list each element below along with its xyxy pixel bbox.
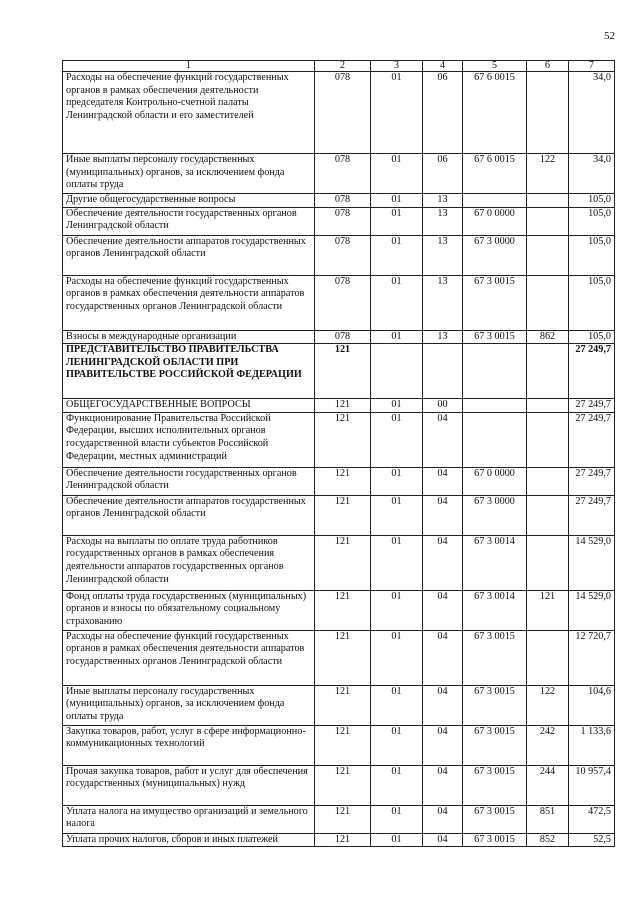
column-header-6: 6 — [527, 61, 569, 72]
target-article-code: 67 3 0015 — [463, 725, 527, 765]
subsection-code: 04 — [423, 495, 463, 535]
table-row — [63, 467, 615, 495]
target-article-code: 67 3 0000 — [463, 235, 527, 275]
table-row — [63, 72, 615, 154]
subsection-code: 04 — [423, 535, 463, 590]
expense-type-code: 122 — [527, 685, 569, 725]
ministry-code: 121 — [315, 685, 371, 725]
row-name: Обеспечение деятельности аппаратов государственных органов Ленинградской области — [63, 235, 315, 275]
amount: 27 249,7 — [569, 399, 615, 413]
table-row — [63, 685, 615, 725]
section-code: 01 — [371, 467, 423, 495]
section-code — [371, 344, 423, 399]
target-article-code — [463, 344, 527, 399]
target-article-code — [463, 194, 527, 208]
row-name: Обеспечение деятельности государственных органов Ленинградской области — [63, 467, 315, 495]
row-name: Закупка товаров, работ, услуг в сфере информационно-коммуникационных технологий — [63, 725, 315, 765]
ministry-code: 078 — [315, 207, 371, 235]
amount: 27 249,7 — [569, 412, 615, 467]
ministry-code: 078 — [315, 235, 371, 275]
ministry-code: 121 — [315, 833, 371, 847]
row-name: Расходы на обеспечение функций государственных органов в рамках обеспечения деятельности аппаратов государственных органов Ленинградской области — [63, 630, 315, 685]
row-name: ПРЕДСТАВИТЕЛЬСТВО ПРАВИТЕЛЬСТВА ЛЕНИНГРАДСКОЙ ОБЛАСТИ ПРИ ПРАВИТЕЛЬСТВЕ РОССИЙСКОЙ ФЕДЕРАЦИИ — [63, 344, 315, 399]
subsection-code: 04 — [423, 725, 463, 765]
target-article-code: 67 3 0015 — [463, 805, 527, 833]
ministry-code: 121 — [315, 399, 371, 413]
subsection-code: 04 — [423, 630, 463, 685]
column-header-2: 2 — [315, 61, 371, 72]
row-name: Прочая закупка товаров, работ и услуг для обеспечения государственных (муниципальных) нужд — [63, 765, 315, 805]
subsection-code: 13 — [423, 235, 463, 275]
table-row — [63, 725, 615, 765]
ministry-code: 121 — [315, 590, 371, 630]
amount: 14 529,0 — [569, 535, 615, 590]
section-code: 01 — [371, 495, 423, 535]
target-article-code: 67 0 0000 — [463, 467, 527, 495]
subsection-code: 04 — [423, 412, 463, 467]
table-row — [63, 330, 615, 344]
amount: 105,0 — [569, 275, 615, 330]
section-code: 01 — [371, 207, 423, 235]
section-code: 01 — [371, 235, 423, 275]
row-name: Взносы в международные организации — [63, 330, 315, 344]
column-number-row — [63, 61, 615, 72]
target-article-code: 67 6 0015 — [463, 72, 527, 154]
target-article-code: 67 3 0015 — [463, 275, 527, 330]
target-article-code: 67 3 0015 — [463, 330, 527, 344]
target-article-code — [463, 412, 527, 467]
amount: 52,5 — [569, 833, 615, 847]
table-row — [63, 275, 615, 330]
subsection-code — [423, 344, 463, 399]
ministry-code: 121 — [315, 344, 371, 399]
amount: 27 249,7 — [569, 467, 615, 495]
ministry-code: 121 — [315, 765, 371, 805]
budget-table — [62, 60, 615, 847]
row-name: Расходы на обеспечение функций государственных органов в рамках обеспечения деятельности председателя Контрольно-счетной палаты Ленинградской области и его заместителей — [63, 72, 315, 154]
ministry-code: 121 — [315, 412, 371, 467]
expense-type-code: 242 — [527, 725, 569, 765]
amount: 34,0 — [569, 72, 615, 154]
column-header-1: 1 — [63, 61, 315, 72]
row-name: Расходы на выплаты по оплате труда работников государственных органов в рамках обеспечения деятельности аппаратов государственных органов Ленинградской области — [63, 535, 315, 590]
subsection-code: 06 — [423, 154, 463, 194]
expense-type-code — [527, 344, 569, 399]
row-name: Иные выплаты персоналу государственных (муниципальных) органов, за исключением фонда оплаты труда — [63, 685, 315, 725]
section-code: 01 — [371, 399, 423, 413]
section-code: 01 — [371, 412, 423, 467]
subsection-code: 13 — [423, 275, 463, 330]
target-article-code: 67 3 0014 — [463, 590, 527, 630]
section-code: 01 — [371, 275, 423, 330]
table-row — [63, 805, 615, 833]
ministry-code: 078 — [315, 154, 371, 194]
table-row — [63, 344, 615, 399]
table-row — [63, 495, 615, 535]
amount: 105,0 — [569, 330, 615, 344]
target-article-code — [463, 399, 527, 413]
table-row — [63, 235, 615, 275]
table-row — [63, 194, 615, 208]
subsection-code: 13 — [423, 207, 463, 235]
target-article-code: 67 3 0000 — [463, 495, 527, 535]
amount: 105,0 — [569, 235, 615, 275]
amount: 12 720,7 — [569, 630, 615, 685]
row-name: Обеспечение деятельности государственных органов Ленинградской области — [63, 207, 315, 235]
section-code: 01 — [371, 805, 423, 833]
section-code: 01 — [371, 590, 423, 630]
subsection-code: 06 — [423, 72, 463, 154]
table-row — [63, 535, 615, 590]
table-row — [63, 399, 615, 413]
subsection-code: 04 — [423, 685, 463, 725]
amount: 27 249,7 — [569, 344, 615, 399]
section-code: 01 — [371, 765, 423, 805]
expense-type-code: 122 — [527, 154, 569, 194]
ministry-code: 078 — [315, 72, 371, 154]
expense-type-code — [527, 194, 569, 208]
ministry-code: 121 — [315, 805, 371, 833]
section-code: 01 — [371, 685, 423, 725]
expense-type-code — [527, 467, 569, 495]
subsection-code: 04 — [423, 805, 463, 833]
ministry-code: 121 — [315, 467, 371, 495]
amount: 10 957,4 — [569, 765, 615, 805]
subsection-code: 00 — [423, 399, 463, 413]
expense-type-code: 851 — [527, 805, 569, 833]
expense-type-code — [527, 72, 569, 154]
expense-type-code — [527, 535, 569, 590]
expense-type-code: 862 — [527, 330, 569, 344]
expense-type-code: 244 — [527, 765, 569, 805]
expense-type-code: 121 — [527, 590, 569, 630]
page-number: 52 — [604, 30, 615, 42]
amount: 472,5 — [569, 805, 615, 833]
section-code: 01 — [371, 630, 423, 685]
section-code: 01 — [371, 535, 423, 590]
column-header-5: 5 — [463, 61, 527, 72]
target-article-code: 67 0 0000 — [463, 207, 527, 235]
section-code: 01 — [371, 72, 423, 154]
subsection-code: 04 — [423, 833, 463, 847]
target-article-code: 67 3 0014 — [463, 535, 527, 590]
column-header-4: 4 — [423, 61, 463, 72]
table-body — [63, 72, 615, 847]
subsection-code: 04 — [423, 467, 463, 495]
expense-type-code — [527, 235, 569, 275]
row-name: Обеспечение деятельности аппаратов государственных органов Ленинградской области — [63, 495, 315, 535]
expense-type-code — [527, 207, 569, 235]
expense-type-code: 852 — [527, 833, 569, 847]
row-name: Уплата прочих налогов, сборов и иных платежей — [63, 833, 315, 847]
amount: 105,0 — [569, 207, 615, 235]
row-name: Фонд оплаты труда государственных (муниципальных) органов и взносы по обязательному социальному страхованию — [63, 590, 315, 630]
target-article-code: 67 3 0015 — [463, 630, 527, 685]
ministry-code: 121 — [315, 535, 371, 590]
column-header-7: 7 — [569, 61, 615, 72]
ministry-code: 078 — [315, 330, 371, 344]
amount: 105,0 — [569, 194, 615, 208]
row-name: Расходы на обеспечение функций государственных органов в рамках обеспечения деятельности аппаратов государственных органов Ленинградской области — [63, 275, 315, 330]
target-article-code: 67 3 0015 — [463, 765, 527, 805]
target-article-code: 67 3 0015 — [463, 685, 527, 725]
ministry-code: 121 — [315, 495, 371, 535]
expense-type-code — [527, 412, 569, 467]
row-name: ОБЩЕГОСУДАРСТВЕННЫЕ ВОПРОСЫ — [63, 399, 315, 413]
section-code: 01 — [371, 154, 423, 194]
ministry-code: 078 — [315, 275, 371, 330]
section-code: 01 — [371, 330, 423, 344]
table-row — [63, 765, 615, 805]
table-row — [63, 154, 615, 194]
section-code: 01 — [371, 725, 423, 765]
section-code: 01 — [371, 833, 423, 847]
amount: 34,0 — [569, 154, 615, 194]
row-name: Иные выплаты персоналу государственных (муниципальных) органов, за исключением фонда оплаты труда — [63, 154, 315, 194]
table-row — [63, 833, 615, 847]
table-row — [63, 590, 615, 630]
ministry-code: 121 — [315, 725, 371, 765]
table-row — [63, 630, 615, 685]
subsection-code: 04 — [423, 765, 463, 805]
row-name: Другие общегосударственные вопросы — [63, 194, 315, 208]
amount: 104,6 — [569, 685, 615, 725]
ministry-code: 121 — [315, 630, 371, 685]
expense-type-code — [527, 495, 569, 535]
subsection-code: 04 — [423, 590, 463, 630]
amount: 27 249,7 — [569, 495, 615, 535]
section-code: 01 — [371, 194, 423, 208]
expense-type-code — [527, 275, 569, 330]
row-name: Уплата налога на имущество организаций и земельного налога — [63, 805, 315, 833]
table-row — [63, 207, 615, 235]
table-row — [63, 412, 615, 467]
expense-type-code — [527, 630, 569, 685]
target-article-code: 67 6 0015 — [463, 154, 527, 194]
expense-type-code — [527, 399, 569, 413]
amount: 1 133,6 — [569, 725, 615, 765]
row-name: Функционирование Правительства Российской Федерации, высших исполнительных органов государственной власти субъектов Российской Федерации, местных администраций — [63, 412, 315, 467]
target-article-code: 67 3 0015 — [463, 833, 527, 847]
column-header-3: 3 — [371, 61, 423, 72]
ministry-code: 078 — [315, 194, 371, 208]
subsection-code: 13 — [423, 330, 463, 344]
amount: 14 529,0 — [569, 590, 615, 630]
subsection-code: 13 — [423, 194, 463, 208]
